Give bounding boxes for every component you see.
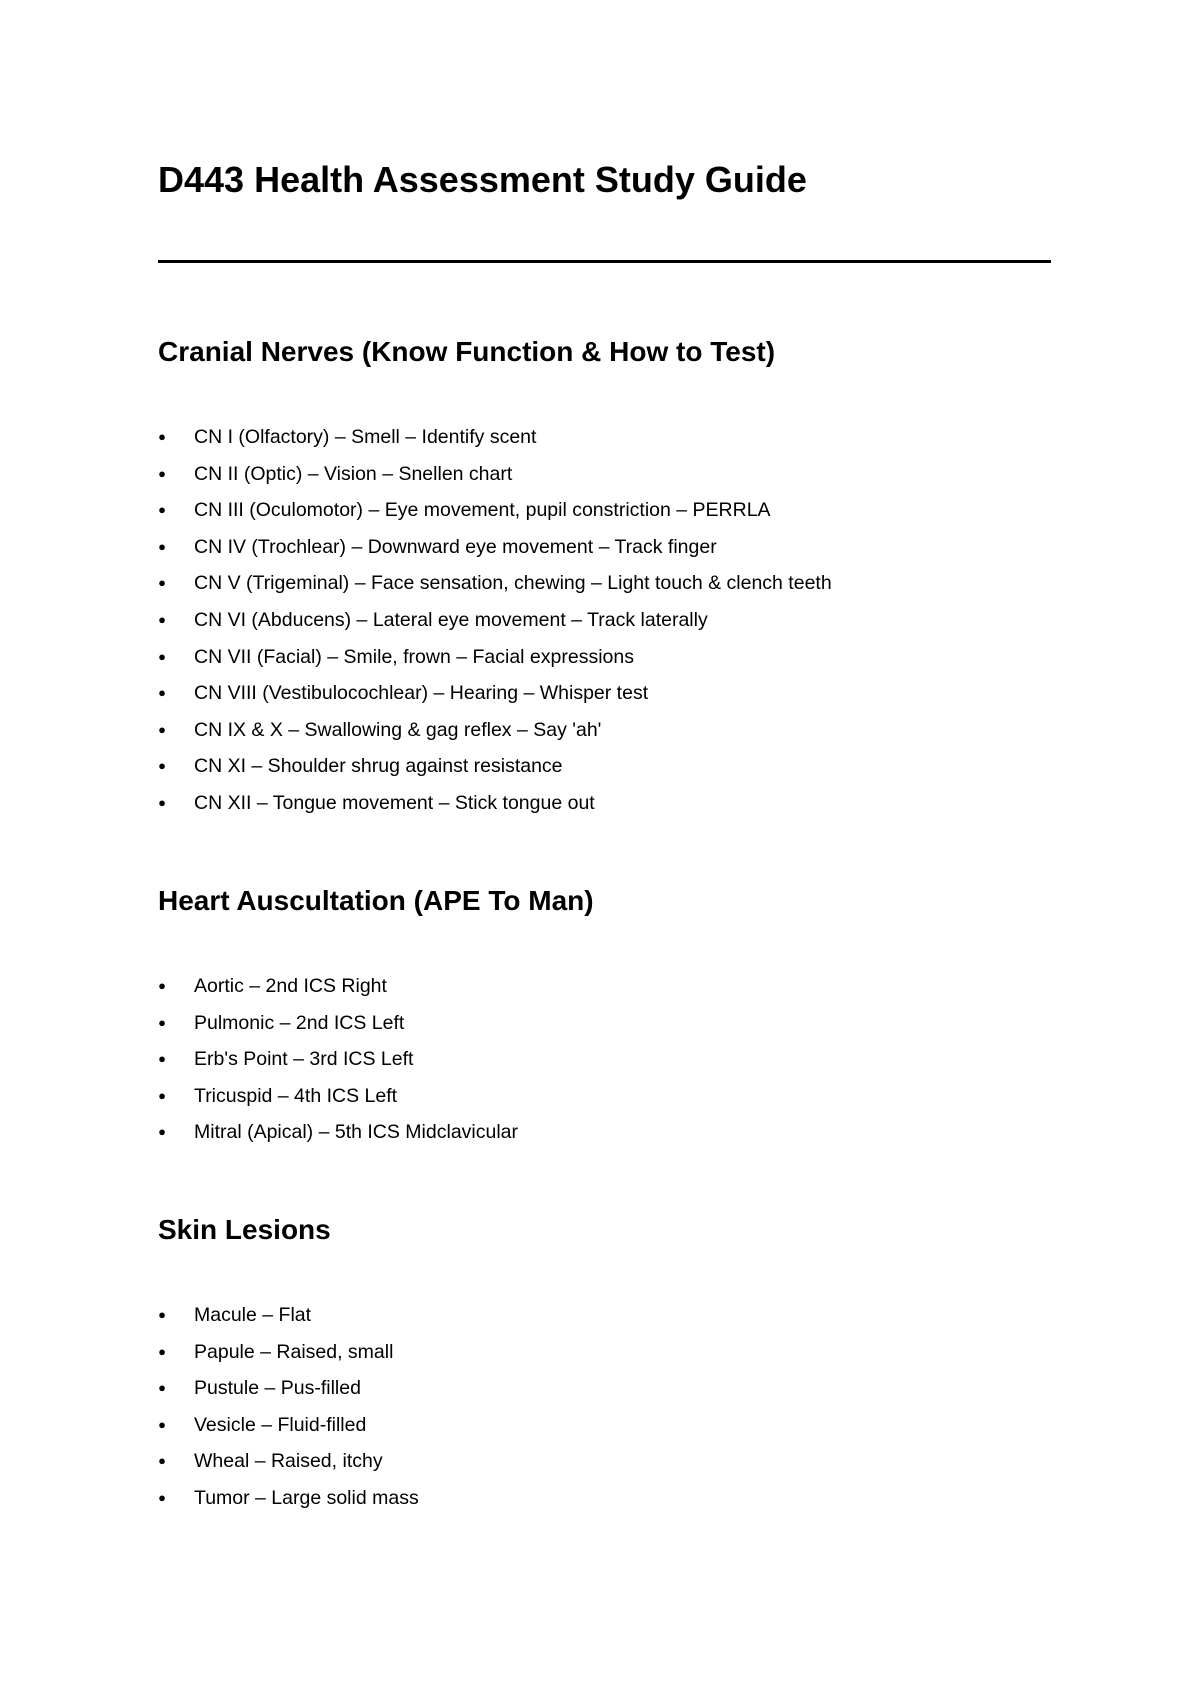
- bullet-icon: ●: [158, 1087, 166, 1103]
- list-item: [158, 565, 832, 602]
- bullet-icon: ●: [158, 465, 166, 481]
- list-item-text: Macule – Flat: [194, 1304, 312, 1326]
- list-item: [158, 1480, 419, 1517]
- list-item-text: CN VI (Abducens) – Lateral eye movement – Track laterally: [194, 608, 708, 631]
- list-item-text: Tricuspid – 4th ICS Left: [194, 1084, 398, 1107]
- list-item-text: Tumor – Large solid mass: [194, 1486, 419, 1509]
- list-item-text: Erb's Point – 3rd ICS Left: [194, 1048, 414, 1071]
- list-item-text: CN V (Trigeminal) – Face sensation, chewing – Light touch & clench teeth: [194, 572, 832, 595]
- list-item: [158, 1005, 518, 1042]
- list-item: [158, 602, 832, 639]
- bullet-icon: ●: [158, 1014, 166, 1030]
- bullet-icon: ●: [158, 1380, 166, 1396]
- list-item-text: CN VII (Facial) – Smile, frown – Facial expressions: [194, 645, 634, 668]
- list-item: [158, 1407, 419, 1444]
- bullet-icon: ●: [158, 575, 166, 591]
- bullet-icon: ●: [158, 1453, 166, 1469]
- list-item: [158, 1370, 419, 1407]
- bullet-icon: ●: [158, 648, 166, 664]
- list-item-text: Papule – Raised, small: [194, 1340, 394, 1363]
- list-item: [158, 456, 832, 493]
- list-item-text: CN XII – Tongue movement – Stick tongue out: [194, 791, 595, 814]
- bullet-icon: ●: [158, 1051, 166, 1067]
- bullet-icon: ●: [158, 538, 166, 554]
- list-item-text: CN VIII (Vestibulocochlear) – Hearing – Whisper test: [194, 682, 649, 705]
- cranial-nerves-list: [158, 419, 832, 822]
- list-item: [158, 785, 832, 822]
- skin-lesions-list: [158, 1297, 419, 1517]
- bullet-icon: ●: [158, 758, 166, 774]
- list-item: [158, 419, 832, 456]
- bullet-icon: ●: [158, 978, 166, 993]
- list-item: [158, 1334, 419, 1371]
- list-item: [158, 1114, 518, 1151]
- list-item: [158, 1297, 419, 1334]
- section-heading-cranial-nerves: Cranial Nerves (Know Function & How to Test): [158, 336, 776, 367]
- bullet-icon: ●: [158, 429, 166, 444]
- section-heading-skin-lesions: Skin Lesions: [158, 1214, 331, 1245]
- list-item-text: Wheal – Raised, itchy: [194, 1450, 383, 1473]
- bullet-icon: ●: [158, 1307, 166, 1322]
- list-item: [158, 675, 832, 712]
- document-title: D443 Health Assessment Study Guide: [158, 159, 807, 200]
- bullet-icon: ●: [158, 1416, 166, 1432]
- bullet-icon: ●: [158, 1124, 166, 1140]
- bullet-icon: ●: [158, 611, 166, 627]
- title-divider: [158, 260, 1051, 263]
- list-item: [158, 968, 518, 1005]
- section-heading-heart-auscultation: Heart Auscultation (APE To Man): [158, 885, 594, 916]
- list-item: [158, 492, 832, 529]
- list-item: [158, 712, 832, 749]
- bullet-icon: ●: [158, 502, 166, 518]
- bullet-icon: ●: [158, 1489, 166, 1505]
- bullet-icon: ●: [158, 1343, 166, 1359]
- list-item-text: CN IV (Trochlear) – Downward eye movement – Track finger: [194, 535, 717, 558]
- heart-auscultation-list: [158, 968, 518, 1151]
- list-item: [158, 529, 832, 566]
- list-item-text: Aortic – 2nd ICS Right: [194, 975, 387, 997]
- list-item-text: Pustule – Pus-filled: [194, 1377, 361, 1400]
- list-item-text: CN III (Oculomotor) – Eye movement, pupil constriction – PERRLA: [194, 499, 771, 522]
- list-item-text: CN I (Olfactory) – Smell – Identify scent: [194, 426, 537, 448]
- list-item-text: CN II (Optic) – Vision – Snellen chart: [194, 462, 513, 485]
- bullet-icon: ●: [158, 685, 166, 701]
- list-item-text: CN XI – Shoulder shrug against resistance: [194, 755, 563, 778]
- bullet-icon: ●: [158, 794, 166, 810]
- list-item: [158, 1443, 419, 1480]
- list-item-text: Mitral (Apical) – 5th ICS Midclavicular: [194, 1121, 519, 1144]
- list-item-text: CN IX & X – Swallowing & gag reflex – Say 'ah': [194, 718, 602, 741]
- list-item-text: Pulmonic – 2nd ICS Left: [194, 1011, 405, 1034]
- list-item: [158, 1041, 518, 1078]
- list-item-text: Vesicle – Fluid-filled: [194, 1413, 367, 1436]
- bullet-icon: ●: [158, 721, 166, 737]
- list-item: [158, 1078, 518, 1115]
- list-item: [158, 639, 832, 676]
- list-item: [158, 748, 832, 785]
